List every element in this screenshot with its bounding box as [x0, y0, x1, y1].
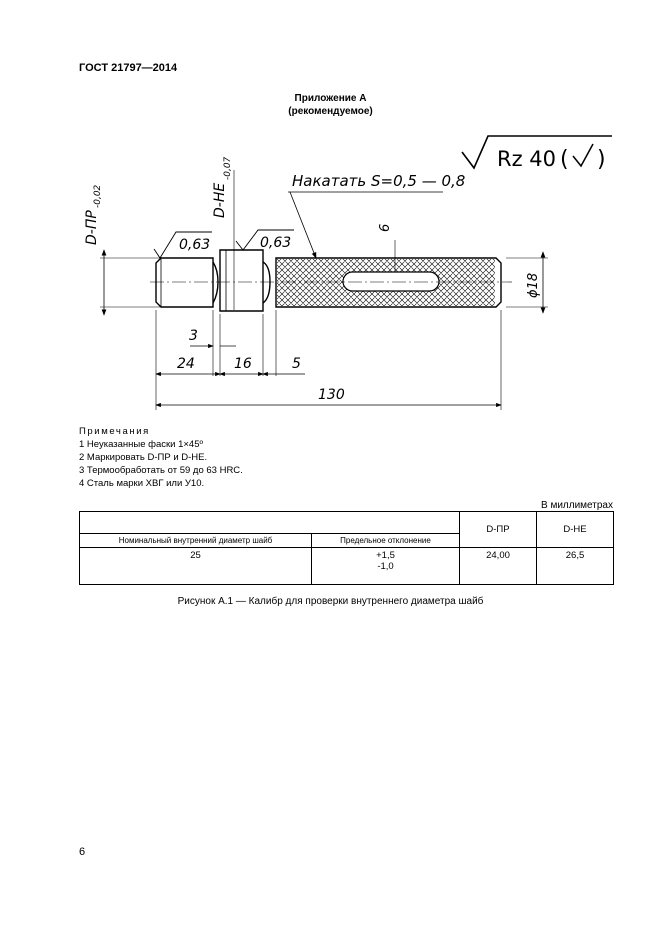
page-number: 6 — [79, 846, 86, 858]
appendix-heading — [0, 92, 661, 118]
dimension-3: 3 — [189, 328, 198, 344]
dimension-16: 16 — [234, 356, 252, 372]
dimension-d-ne-deviation: -0,07 — [223, 156, 233, 180]
cell-deviation — [312, 548, 460, 585]
note-item: 2 Маркировать D-ПР и D-НЕ. — [79, 452, 208, 463]
table-header-group — [80, 512, 460, 534]
knurl-note: Накатать S=0,5 — 0,8 — [292, 172, 466, 190]
roughness-value-rz: Rz 40 — [497, 147, 557, 171]
cell-d-ne: 26,5 — [537, 548, 614, 585]
dimension-d-pr-deviation: -0,02 — [93, 184, 103, 208]
roughness-0-63-left: 0,63 — [179, 237, 211, 253]
note-item: 4 Сталь марки ХВГ или У10. — [79, 478, 205, 489]
deviation-upper: +1,5 — [376, 550, 395, 561]
dimension-diameter-18: ϕ18 — [526, 272, 541, 298]
document-header: ГОСТ 21797—2014 — [79, 62, 178, 74]
figure-caption: Рисунок А.1 — Калибр для проверки внутреннего диаметра шайб — [177, 596, 484, 607]
cell-nominal: 25 — [80, 548, 312, 585]
note-item: 1 Неуказанные фаски 1×45º — [79, 439, 203, 450]
dimension-24: 24 — [177, 356, 195, 372]
table-header-deviation: Предельное отклонение — [312, 534, 460, 548]
roughness-bracket-close: ) — [597, 147, 606, 172]
checkmark-icon — [573, 144, 593, 166]
roughness-bracket-open: ( — [560, 147, 569, 172]
note-item: 3 Термообработать от 59 до 63 HRC. — [79, 465, 243, 476]
roughness-0-63-right: 0,63 — [260, 235, 292, 251]
dimension-d-pr-label: D-ПР — [84, 210, 100, 245]
table-row — [80, 548, 614, 585]
dimension-5: 5 — [292, 356, 301, 372]
appendix-subtitle: (рекомендуемое) — [288, 106, 373, 117]
table-header-d-ne: D-НЕ — [537, 512, 614, 548]
handle-slot — [343, 272, 439, 291]
dimensions-table — [79, 511, 614, 585]
table-header-nominal: Номинальный внутренний диаметр шайб — [80, 534, 312, 548]
dimension-slot-6: 6 — [378, 223, 393, 232]
surface-roughness-symbol — [462, 136, 612, 172]
dimension-d-ne-label: D-НЕ — [212, 182, 228, 218]
table-units: В миллиметрах — [541, 500, 613, 511]
notes-title: Примечания — [79, 426, 150, 437]
table-header-d-pr: D-ПР — [460, 512, 537, 548]
dimension-130: 130 — [318, 387, 345, 403]
notes — [79, 425, 243, 490]
appendix-title: Приложение А — [294, 93, 367, 104]
deviation-lower: -1,0 — [377, 561, 394, 572]
cell-d-pr: 24,00 — [460, 548, 537, 585]
gauge-drawing — [0, 120, 661, 420]
